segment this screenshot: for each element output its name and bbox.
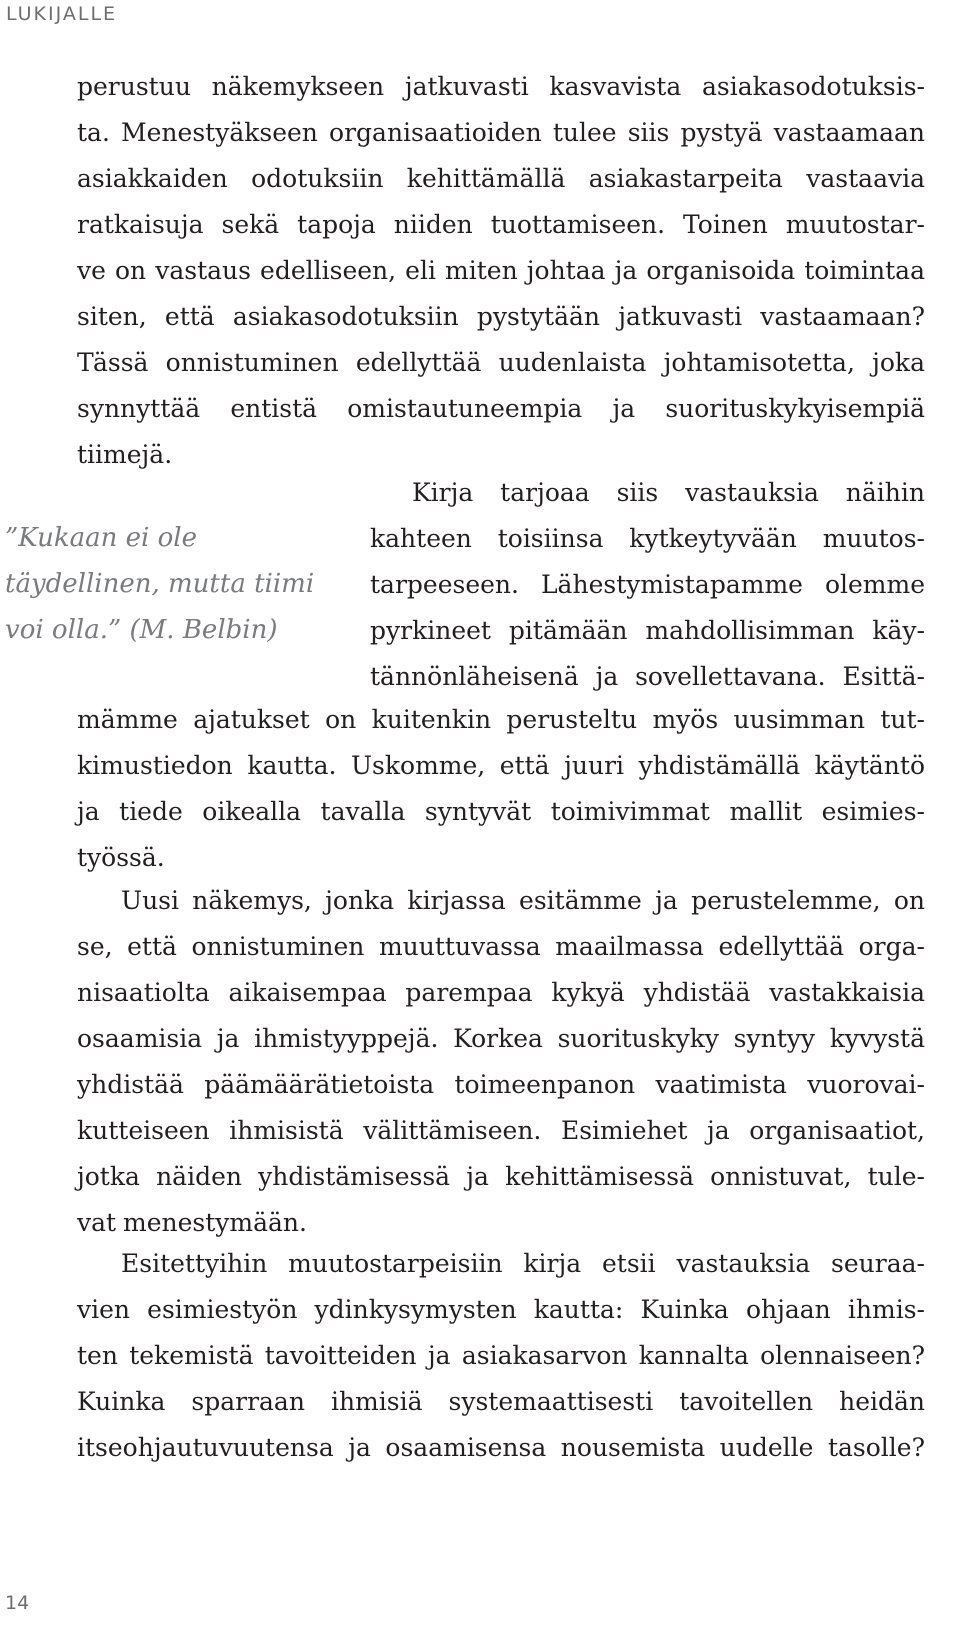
text-line: itseohjautuvuutensa ja osaamisensa nousemista uudelle tasolle? (77, 1433, 925, 1462)
text-line: ve on vastaus edelliseen, eli miten johtaa ja organisoida toimintaa (77, 256, 925, 285)
page-number: 14 (5, 1592, 30, 1614)
text-line: mämme ajatukset on kuitenkin perusteltu myös uusimman tut- (77, 705, 925, 734)
text-line: Kuinka sparraan ihmisiä systemaattisesti tavoitellen heidän (77, 1387, 925, 1416)
running-head: LUKIJALLE (6, 3, 118, 25)
text-line: pyrkineet pitämään mahdollisimman käy- (370, 616, 925, 645)
paragraph-2 (370, 470, 925, 700)
text-line: tarpeeseen. Lähestymistapamme olemme (370, 570, 925, 599)
text-line: kimustiedon kautta. Uskomme, että juuri yhdistämällä käytäntö (77, 751, 925, 780)
text-line: jotka näiden yhdistämisessä ja kehittämisessä onnistuvat, tule- (77, 1162, 925, 1191)
paragraph-4 (77, 1241, 925, 1471)
text-line: nisaatiolta aikaisempaa parempaa kykyä yhdistää vastakkaisia (77, 978, 925, 1007)
text-line: ratkaisuja sekä tapoja niiden tuottamiseen. Toinen muutostar- (77, 210, 925, 239)
text-line: Uusi näkemys, jonka kirjassa esitämme ja perustelemme, on (121, 886, 925, 915)
text-line: asiakkaiden odotuksiin kehittämällä asiakastarpeita vastaavia (77, 164, 925, 193)
paragraph-3 (77, 878, 925, 1246)
text-line: kutteiseen ihmisistä välittämiseen. Esimiehet ja organisaatiot, (77, 1116, 925, 1145)
text-line: ten tekemistä tavoitteiden ja asiakasarvon kannalta olennaiseen? (77, 1341, 925, 1370)
text-line: Kirja tarjoaa siis vastauksia näihin (412, 478, 925, 507)
pull-quote-line: voi olla.” (M. Belbin) (5, 615, 278, 645)
text-line: kahteen toisiinsa kytkeytyvään muutos- (370, 524, 925, 553)
text-line: Esitettyihin muutostarpeisiin kirja etsii vastauksia seuraa- (121, 1249, 925, 1278)
text-line: työssä. (77, 843, 165, 872)
text-line: osaamisia ja ihmistyyppejä. Korkea suorituskyky syntyy kyvystä (77, 1024, 925, 1053)
paragraph-2-continued (77, 697, 925, 881)
text-line: tiimejä. (77, 440, 173, 469)
text-line: yhdistää päämäärätietoista toimeenpanon vaatimista vuorovai- (77, 1070, 925, 1099)
text-line: Tässä onnistuminen edellyttää uudenlaista johtamisotetta, joka (77, 348, 925, 377)
pull-quote-line: ”Kukaan ei ole (5, 523, 197, 553)
text-line: ja tiede oikealla tavalla syntyvät toimivimmat mallit esimies- (77, 797, 925, 826)
text-line: ta. Menestyäkseen organisaatioiden tulee siis pystyä vastaamaan (77, 118, 925, 147)
text-line: se, että onnistuminen muuttuvassa maailmassa edellyttää orga- (77, 932, 925, 961)
pull-quote (5, 515, 345, 653)
text-line: synnyttää entistä omistautuneempia ja suorituskykyisempiä (77, 394, 925, 423)
pull-quote-line: täydellinen, mutta tiimi (5, 569, 315, 599)
text-line: perustuu näkemykseen jatkuvasti kasvavista asiakasodotuksis- (77, 72, 925, 101)
text-line: tännönläheisenä ja sovellettavana. Esittä- (370, 662, 925, 691)
text-line: vien esimiestyön ydinkysymysten kautta: Kuinka ohjaan ihmis- (77, 1295, 925, 1324)
text-line: siten, että asiakasodotuksiin pystytään jatkuvasti vastaamaan? (77, 302, 925, 331)
paragraph-1 (77, 64, 925, 478)
text-line: vat menestymään. (77, 1208, 307, 1237)
